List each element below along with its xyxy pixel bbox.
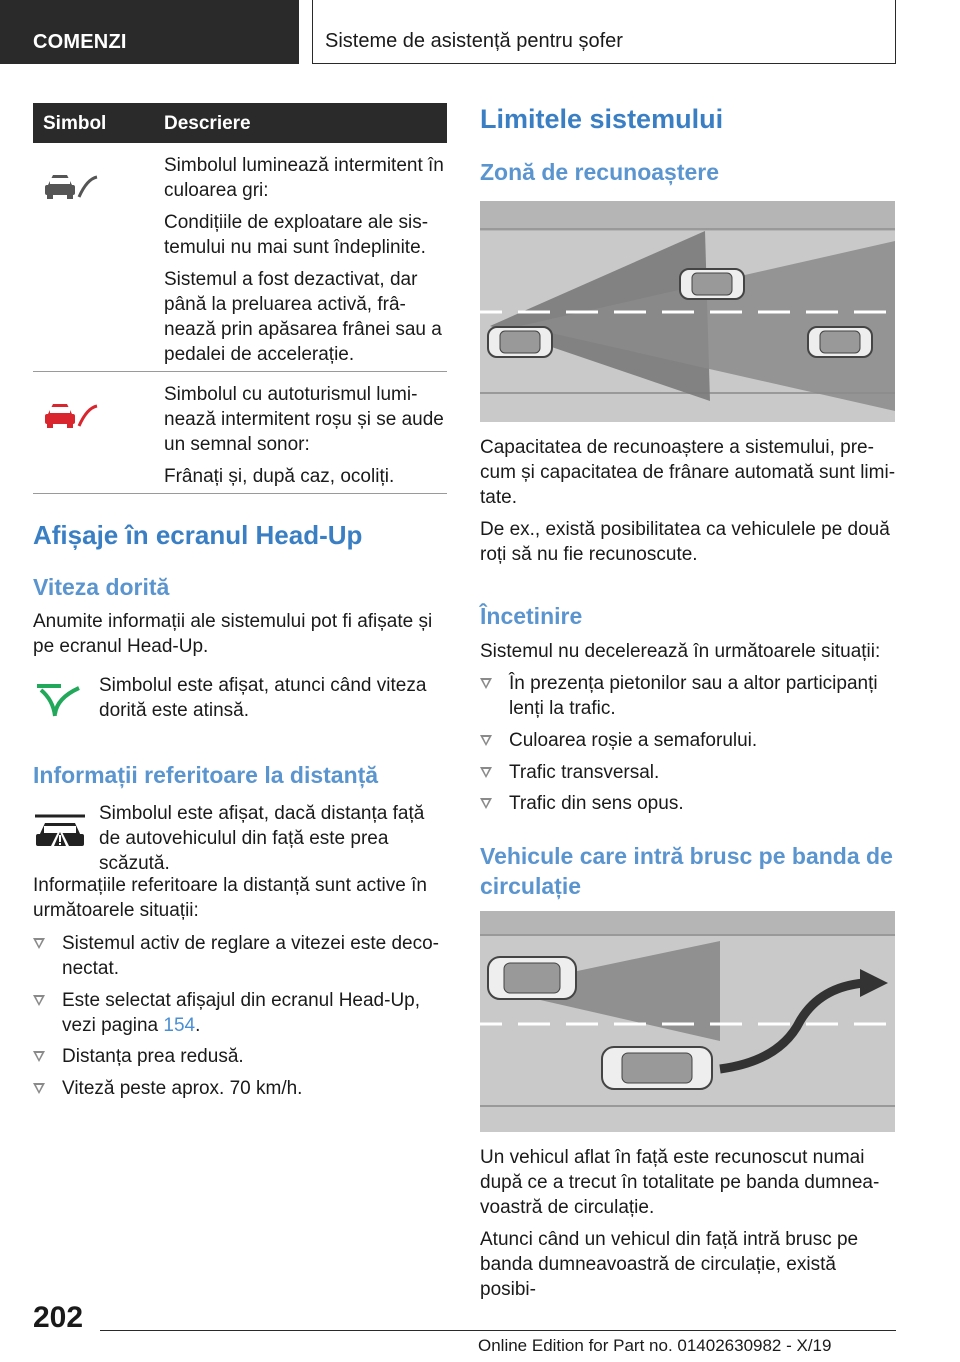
list-item-text: Viteză peste aprox. 70 km/h. (62, 1078, 303, 1099)
table-header (33, 103, 447, 143)
speed-heading: Viteza dorită (33, 574, 170, 600)
list-item-text: Distanța prea redusă. (62, 1046, 244, 1067)
car-illustration (680, 269, 744, 299)
chapter-label: COMENZI (33, 31, 127, 53)
symbol-table (33, 103, 447, 494)
list-item-text: Trafic din sens opus. (509, 793, 684, 814)
footer-divider (100, 1330, 896, 1331)
cutin-text-2: Atunci când un vehicul din față intră brusc pe banda dumneavoastră de circulație, există posibi- (480, 1229, 859, 1300)
cut-in-illustration (480, 911, 895, 1132)
car-gap-gray-icon (43, 163, 99, 208)
car-gap-red-icon (43, 392, 99, 437)
zone-heading: Zonă de recunoaștere (480, 159, 720, 185)
list-item (480, 791, 896, 816)
zone-text-2: De ex., există posibilitatea ca vehiculele pe două roți să nu fie recunoscute. (480, 519, 890, 565)
list-item-text: În prezența pietonilor sau a altor participanți lenți la trafic. (509, 673, 878, 719)
description-paragraph: Sistemul a fost dezactivat, dar până la preluarea activă, frâ-nează prin apăsarea frânei sau a pedalei de accelerație. (164, 269, 442, 365)
speed-reached-icon (33, 676, 83, 731)
list-item-text: Sistemul activ de reglare a vitezei este deco-nectat. (62, 933, 440, 979)
list-item (480, 671, 896, 721)
recognition-zone-illustration (480, 201, 895, 422)
list-item (33, 1076, 447, 1101)
footer-edition: Online Edition for Part no. 01402630982 - X/19 (478, 1336, 832, 1355)
distance-intro: Informațiile referitoare la distanță sunt active în următoarele situații: (33, 875, 427, 921)
zone-text-1: Capacitatea de recunoaștere a sistemului, pre-cum și capacitatea de frânare automată sunt limi-tate. (480, 437, 896, 508)
row-description (164, 372, 447, 489)
description-paragraph: Simbolul luminează intermitent în culoarea gri: (164, 155, 444, 201)
speed-intro: Anumite informații ale sistemului pot fi afișate și pe ecranul Head-Up. (33, 611, 433, 657)
cutin-heading: Vehicule care intră brusc pe banda de circulație (480, 843, 893, 899)
bullet-triangle-icon (33, 1083, 45, 1094)
list-item (480, 760, 896, 785)
speed-symbol-text: Simbolul este afișat, atunci când viteza dorită este atinsă. (99, 675, 427, 721)
list-item-text: Trafic transversal. (509, 762, 660, 783)
description-paragraph: Frânați și, după caz, ocoliți. (164, 466, 395, 487)
bullet-triangle-icon (480, 767, 492, 778)
col-symbol-header: Simbol (43, 113, 107, 134)
list-item-text: Culoarea roșie a semaforului. (509, 730, 758, 751)
cutin-text-1: Un vehicul aflat în față este recunoscut numai după ce a trecut în totalitate pe banda dumnea-voastră de circulație. (480, 1147, 880, 1218)
table-row (33, 143, 447, 372)
bullet-triangle-icon (480, 735, 492, 746)
bullet-triangle-icon (33, 938, 45, 949)
bullet-triangle-icon (480, 678, 492, 689)
row-description (164, 143, 447, 367)
bullet-triangle-icon (33, 995, 45, 1006)
table-row (33, 372, 447, 494)
section-header (312, 0, 896, 64)
bullet-triangle-icon (480, 798, 492, 809)
distance-symbol-text: Simbolul este afișat, dacă distanța față de autovehiculul din față este prea scăzută. (99, 803, 425, 874)
chapter-tab (0, 0, 299, 64)
distance-warning-icon (33, 806, 87, 857)
list-item (480, 728, 896, 753)
list-item (33, 1044, 447, 1069)
description-paragraph: Condițiile de exploatare ale sis-temului nu mai sunt îndeplinite. (164, 212, 429, 258)
list-item-text: Este selectat afișajul din ecranul Head-Up, vezi pagina 154. (62, 990, 421, 1036)
list-item (33, 988, 447, 1038)
description-paragraph: Simbolul cu autoturismul lumi-nează intermitent roșu și se aude un semnal sonor: (164, 384, 444, 455)
limits-heading: Limitele sistemului (480, 104, 724, 134)
hud-heading: Afișaje în ecranul Head-Up (33, 520, 363, 550)
col-description-header: Descriere (164, 113, 251, 134)
slowdown-intro: Sistemul nu decelerează în următoarele situații: (480, 641, 881, 662)
page-reference-link[interactable]: 154 (163, 1015, 196, 1036)
list-item (33, 931, 447, 981)
section-title: Sisteme de asistență pentru șofer (325, 30, 623, 52)
bullet-triangle-icon (33, 1051, 45, 1062)
distance-heading: Informații referitoare la distanță (33, 762, 379, 788)
slowdown-heading: Încetinire (480, 603, 583, 629)
page-number: 202 (33, 1301, 84, 1334)
